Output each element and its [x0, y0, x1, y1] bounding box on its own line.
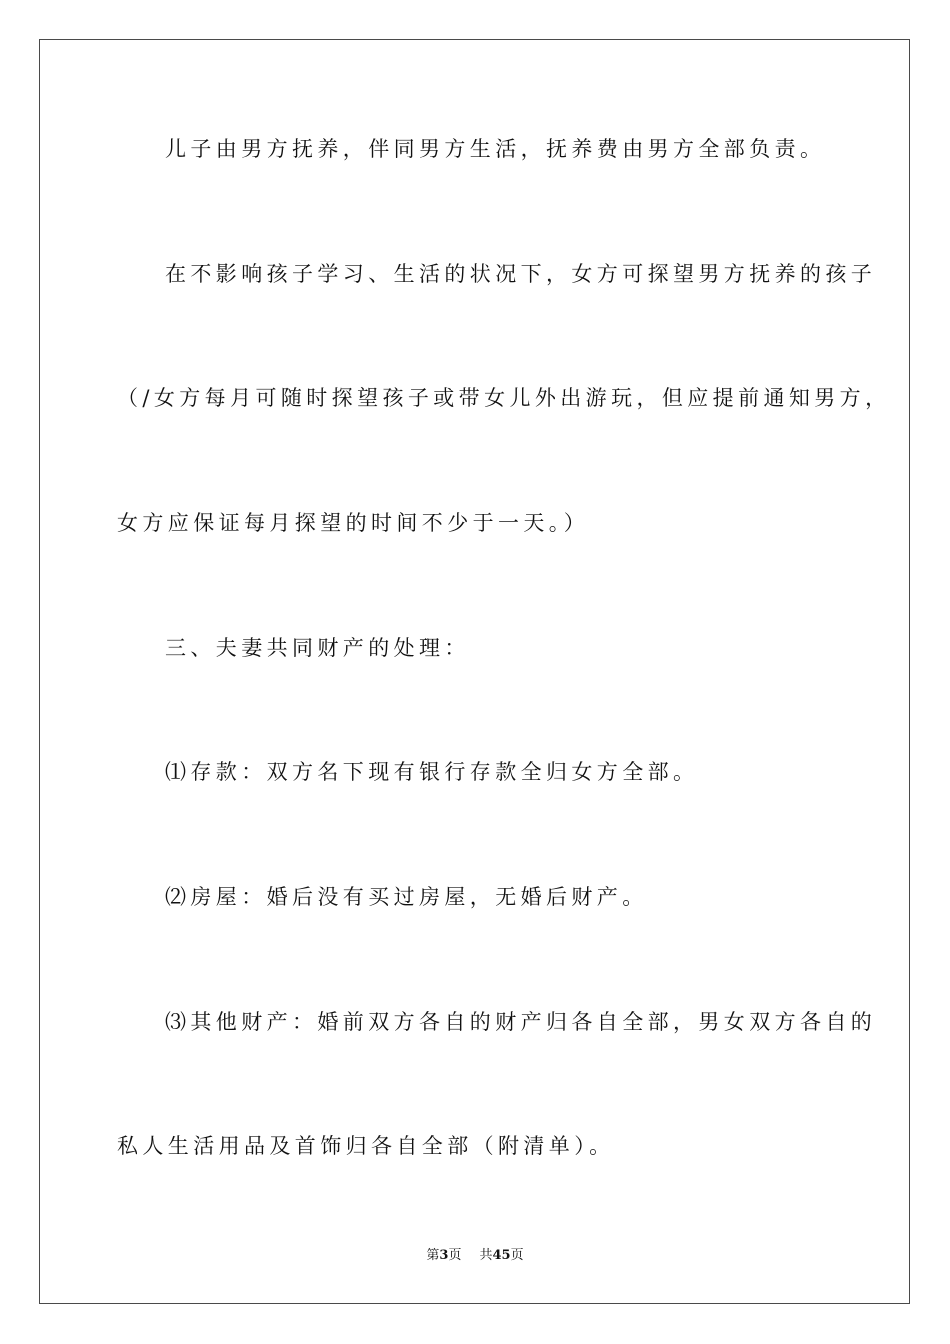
footer-total-suffix: 页: [510, 1248, 524, 1263]
footer-page-prefix: 第: [426, 1248, 440, 1263]
paragraph-line: ⑶其他财产：婚前双方各自的财产归各自全部，男女双方各自的: [165, 1010, 877, 1034]
paragraph-line: 在不影响孩子学习、生活的状况下，女方可探望男方抚养的孩子: [165, 262, 877, 286]
paragraph-line: 儿子由男方抚养，伴同男方生活，抚养费由男方全部负责。: [165, 137, 826, 161]
paragraph-line: （/女方每月可随时探望孩子或带女儿外出游玩，但应提前通知男方，: [117, 386, 891, 410]
paragraph-line: 女方应保证每月探望的时间不少于一天。）: [117, 511, 590, 535]
current-page-number: 3: [439, 1248, 449, 1263]
paragraph-line: ⑴存款：双方名下现有银行存款全归女方全部。: [165, 760, 699, 784]
footer-total-prefix: 共: [479, 1248, 493, 1263]
total-pages-number: 45: [492, 1248, 511, 1263]
page-border: [39, 39, 910, 1304]
footer-page-suffix: 页: [448, 1248, 462, 1263]
paragraph-line: 私人生活用品及首饰归各自全部（附清单）。: [117, 1134, 615, 1158]
page-footer: [0, 1246, 950, 1266]
paragraph-line: ⑵房屋：婚后没有买过房屋，无婚后财产。: [165, 885, 648, 909]
section-heading: 三、夫妻共同财产的处理：: [165, 636, 470, 660]
